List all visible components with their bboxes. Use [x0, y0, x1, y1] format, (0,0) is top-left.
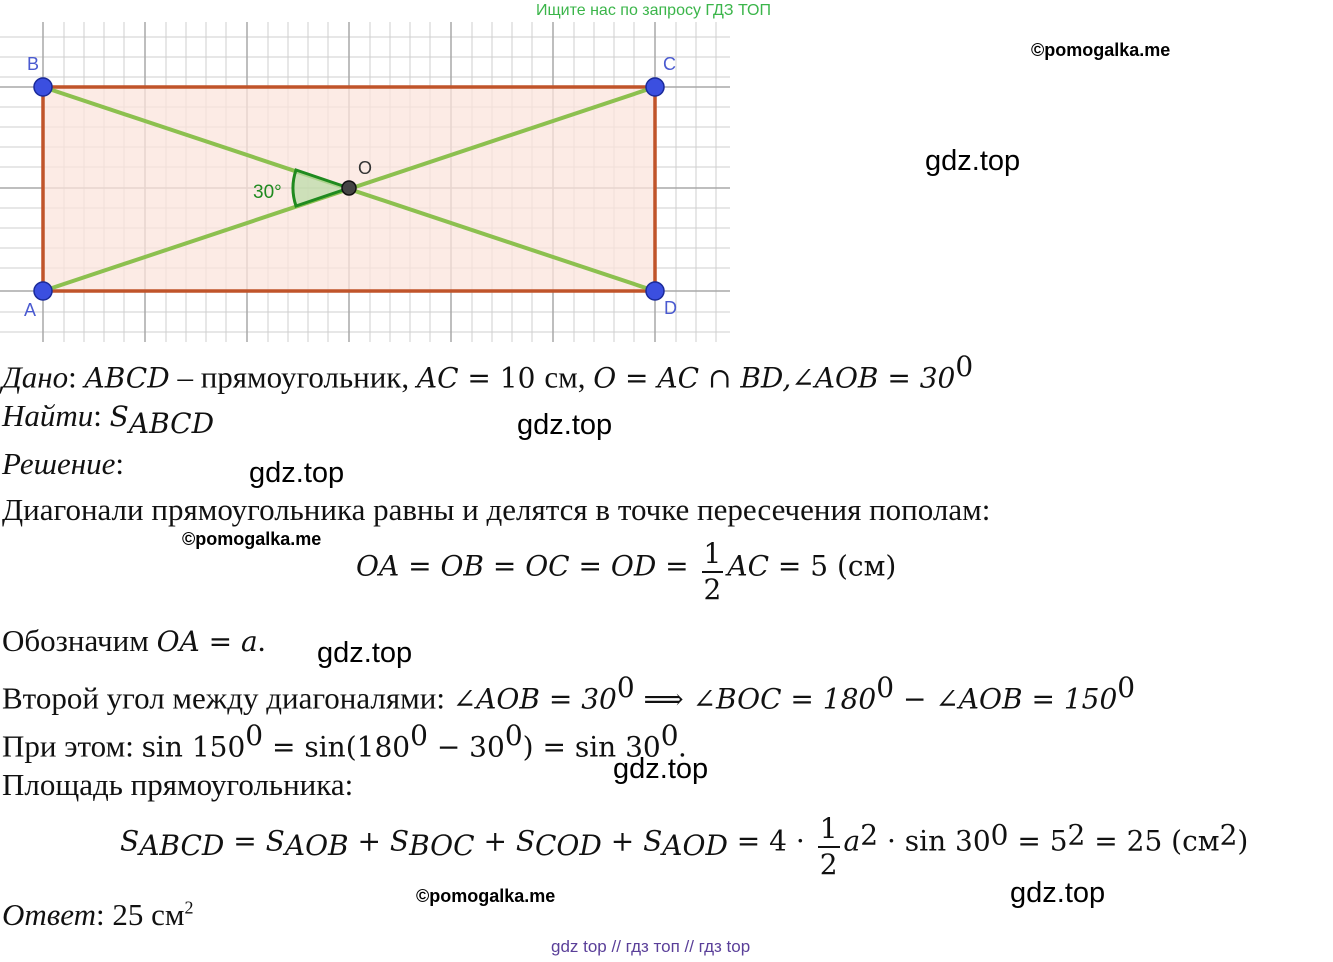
label-a: A [24, 300, 37, 320]
footer-links[interactable]: gdz top // гдз топ // гдз top [551, 937, 751, 956]
site-watermark: gdz.top [1010, 877, 1106, 909]
top-banner: Ищите нас по запросу ГДЗ ТОП [536, 2, 771, 19]
vertex-a [34, 282, 52, 300]
site-watermark: gdz.top [249, 457, 345, 489]
answer-label: Ответ [2, 897, 96, 932]
site-watermark: gdz.top [517, 409, 613, 441]
find-label: Найти [2, 398, 94, 433]
rectangle-figure [0, 22, 730, 342]
second-angle-line: Второй угол между диагоналями: ∠AOB = $30^0$ ⟹ ∠BOC = $180^0$ − ∠AOB = $150^0$ [2, 671, 1136, 716]
site-watermark: gdz.top [925, 145, 1021, 177]
answer-line: Ответ: 25 $см^2$ [2, 897, 194, 932]
fraction-half: $\frac{1}{2}$ [703, 537, 722, 606]
vertex-b [34, 78, 52, 96]
label-c: C [663, 54, 676, 74]
solution-label: Решение [2, 446, 116, 481]
label-d: D [664, 298, 677, 318]
label-b: B [27, 54, 40, 74]
label-o: O [358, 158, 373, 178]
copyright-watermark: ©pomogalka.me [1031, 40, 1171, 60]
point-o [342, 181, 356, 195]
oa-formula: OA = OB = OC = OD = $\frac{1}{2}$ AC = 5 (см) [356, 537, 897, 606]
given-angle: ∠AOB = 30 [791, 361, 956, 395]
copyright-watermark: ©pomogalka.me [416, 886, 556, 906]
vertex-c [646, 78, 664, 96]
given-abcd: ABCD [84, 361, 170, 395]
solution-line: Решение: [2, 446, 124, 481]
angle-label: 30° [253, 182, 282, 203]
diagonals-statement: Диагонали прямоугольника равны и делятся в точке пересечения пополам: [2, 492, 991, 527]
sine-line: При этом: $\sin 150^0 = \sin(180^0 - 30^0) = \sin 30^0$. [2, 719, 687, 764]
site-watermark: gdz.top [613, 753, 709, 785]
given-o-def: O = AC ∩ BD, [593, 361, 792, 395]
answer-value: 25 см [112, 897, 185, 932]
given-label: Дано [2, 359, 69, 395]
area-heading: Площадь прямоугольника: [2, 767, 354, 802]
copyright-watermark: ©pomogalka.me [182, 529, 322, 549]
given-line: Дано: ABCD – прямоугольник, AC = 10 см, O = AC ∩ BD,∠AOB = $30^0$ [2, 350, 974, 395]
find-line: Найти: $S_{ABCD}$ [2, 398, 215, 441]
fraction-half: $\frac{1}{2}$ [819, 812, 838, 881]
area-formula: $S_{ABCD} = S_{AOB} + S_{BOC} + S_{COD} + S_{AOD} = 4$ · $\frac{1}{2}$ $a^2 \cdot \sin 30^0 = 5^2 = 25$ $(см^2)$ [120, 812, 1249, 881]
site-watermark: gdz.top [317, 637, 413, 669]
vertex-d [646, 282, 664, 300]
denote-line: Обозначим OA = a. [2, 623, 266, 658]
